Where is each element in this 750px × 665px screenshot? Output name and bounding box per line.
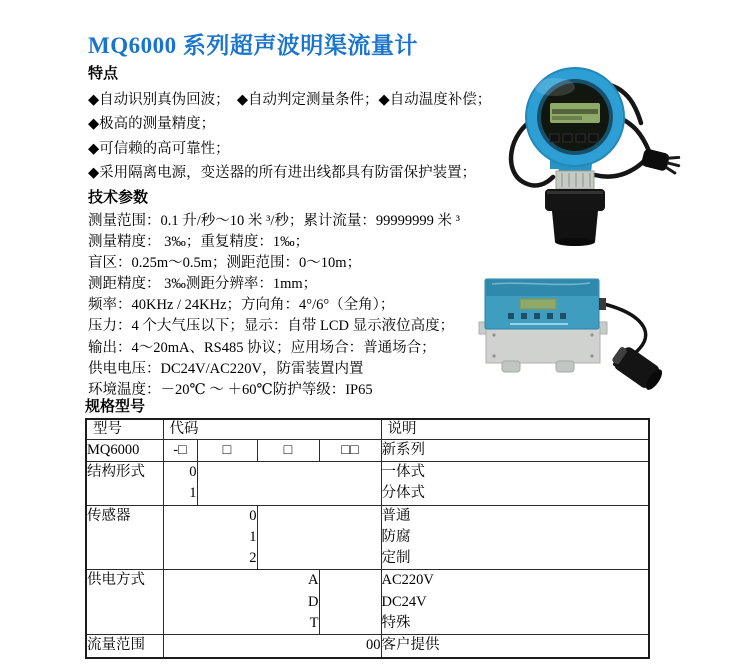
cell-option-label: 流量范围 [86,635,163,658]
cell-option-descs [381,570,649,635]
spec-model-heading: 规格型号 [85,399,146,415]
tech-spec-line: 测量精度： 3‰；重复精度：1‰； [88,234,310,251]
table-row-flow-range [86,635,649,658]
flowmeter-head [526,68,624,166]
desc-value: DC24V [381,593,427,610]
split-transmitter-photo [478,272,708,397]
code-value: T [309,615,319,632]
header-model: 型号 [86,419,163,440]
cell-empty [257,505,381,570]
table-row-power [86,570,649,635]
cell-code-slot: □ [197,440,257,462]
code-value: D [308,593,319,610]
lcd-display [520,299,556,309]
code-value: 0 [249,507,257,524]
table-row-structure [86,462,649,506]
desc-value: 普通 [381,507,411,524]
power-plug [641,148,681,174]
cell-option-codes [163,635,381,658]
tech-spec-line: 盲区：0.25m～0.5m；测距范围：0～10m； [88,255,362,272]
integrated-flowmeter-photo [495,55,710,250]
cell-option-codes [163,570,319,635]
cell-option-label: 传感器 [86,505,163,570]
cell-option-label: 供电方式 [86,570,163,635]
table-row-sensor [86,505,649,570]
cell-option-codes [163,505,257,570]
model-spec-table [85,418,650,659]
tech-spec-line: 压力：4 个大气压以下；显示：自带 LCD 显示液位高度； [88,318,455,335]
feature-item: ◆可信赖的高可靠性； [88,140,230,157]
tech-params-list [88,211,488,401]
code-value: 1 [189,485,197,502]
table-row-model [86,440,649,462]
transducer [545,155,605,246]
feature-item: ◆采用隔离电源，变送器的所有进出线都具有防雷保护装置； [88,165,477,182]
cell-option-descs [381,635,649,658]
cell-empty [197,462,381,506]
tech-params-section [88,186,488,401]
desc-value: AC220V [381,572,434,589]
cell-empty [319,570,381,635]
spec-model-section [85,395,648,659]
desc-value: 分体式 [381,485,425,502]
desc-value: 特殊 [381,615,411,632]
tech-spec-line: 输出：4～20mA、RS485 协议；应用场合：普通场合； [88,339,436,356]
code-value: 1 [249,528,257,545]
tech-spec-line: 测量范围：0.1 升/秒～10 米 ³/秒；累计流量：99999999 米 ³ [88,213,460,229]
desc-value: 防腐 [381,528,411,545]
cell-model-name: MQ6000 [86,440,163,462]
header-code: 代码 [163,419,381,440]
transmitter-box [485,279,606,329]
tech-spec-line: 环境温度：－20℃ ～ ＋60℃防护等级：IP65 [88,381,373,398]
cell-option-descs [381,462,649,506]
features-heading: 特点 [88,66,119,82]
desc-value: 定制 [381,550,411,567]
cell-option-descs [381,505,649,570]
code-value: 2 [249,550,257,567]
table-header-row [86,419,649,440]
features-list [88,88,492,186]
tech-spec-line: 测距精度： 3‰测距分辨率：1mm； [88,276,318,293]
cell-code-slot: □ [257,440,319,462]
cell-option-label: 结构形式 [86,462,163,506]
code-value: 00 [366,637,381,654]
cell-desc: 新系列 [381,440,649,462]
tech-spec-line: 频率：40KHz / 24KHz；方向角：4°/6°（全角）； [88,297,395,314]
desc-value: 一体式 [381,464,425,480]
code-value: A [308,572,319,589]
cell-code-slot: □□ [319,440,381,462]
feature-item: ◆极高的测量精度； [88,116,216,133]
tech-params-heading: 技术参数 [88,190,149,206]
desc-value: 客户提供 [381,637,440,654]
cell-code-slot: -□ [163,440,197,462]
header-desc: 说明 [381,419,649,440]
features-section [88,62,492,186]
feature-item: ◆自动识别真伪回波； ◆自动判定测量条件；◆自动温度补偿； [88,92,492,108]
code-value: 0 [189,464,197,480]
page-title: MQ6000 系列超声波明渠流量计 [88,33,418,58]
tech-spec-line: 供电电压：DC24V/AC220V，防雷装置内置 [88,360,364,377]
cell-option-codes [163,462,197,506]
